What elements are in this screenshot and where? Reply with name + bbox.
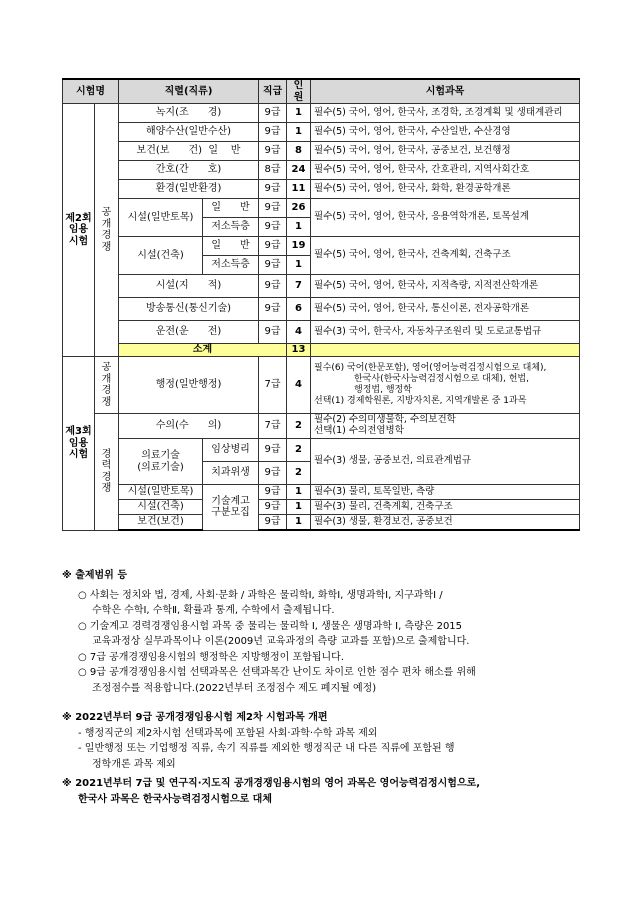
table-row: 제2회 임용 시험 공개 경쟁 녹지(조 경) 9급 1 필수(5) 국어, 영어, 한국사, 조경학, 조경계획 및 생태계관리 xyxy=(63,104,580,123)
table-row: 저소득층 9급 1 xyxy=(63,218,580,237)
table-row: 의료기술 (의료기술) 임상병리 9급 2 필수(3) 생물, 공중보건, 의료관계법규 xyxy=(63,439,580,462)
table-row: 보건(보 건) 일 반 9급 8 필수(5) 국어, 영어, 한국사, 공중보건, 보건행정 xyxy=(63,142,580,161)
header-job: 직렬(직류) xyxy=(119,79,259,104)
table-row: 시설(일반토목) 일 반 9급 26 필수(5) 국어, 영어, 한국사, 응용역학개론, 토목설계 xyxy=(63,199,580,218)
table-row: 시설(건축) 일 반 9급 19 필수(5) 국어, 영어, 한국사, 건축계획, 건축구조 xyxy=(63,237,580,256)
table-row: 저소득층 9급 1 xyxy=(63,256,580,275)
exam3-name: 제3회 임용 시험 xyxy=(63,357,95,531)
table-row: 경력 경쟁 수의(수 의) 7급 2 필수(2) 수의미생물학, 수의보건학 선택(1) 수의전염병학 xyxy=(63,414,580,439)
table-row: 시설(일반토목) 기술계고 구분모집 9급 1 필수(3) 물리, 토목일반, 측량 xyxy=(63,485,580,500)
table-row: 운전(운 전) 9급 4 필수(3) 국어, 한국사, 자동차구조원리 및 도로교통법규 xyxy=(63,321,580,344)
english-note: ※ 2021년부터 7급 및 연구직·지도직 공개경쟁임용시험의 영어 과목은 영어능력검정시험으로, xyxy=(62,778,481,789)
header-count: 인원 xyxy=(287,79,311,104)
header-grade: 직급 xyxy=(259,79,287,104)
subtotal-row: 소계 13 xyxy=(63,344,580,357)
table-row: 치과위생 9급 2 xyxy=(63,462,580,485)
table-row: 해양수산(일반수산) 9급 1 필수(5) 국어, 영어, 한국사, 수산일반, 수산경영 xyxy=(63,123,580,142)
notes-section: ※ 출제범위 등 ○ 사회는 정치와 법, 경제, 사회·문화 / 과학은 물리학Ⅰ, 화학Ⅰ, 생명과학Ⅰ, 지구과학Ⅰ / 수학은 수학Ⅰ, 수학Ⅱ, 확률과 통계, 수학에서 출제됩니다. ○ 기술계고 경력경쟁임용시험 과목 중 물리는 물리학 Ⅰ, 생물은 생명과학 Ⅰ, 측량은 2015 교육과정상 실무과목이나 이론(2009년 교육과정의 측량 교과를 포함)으로 출제합니다. ○ 7급 공개경쟁임용시험의 행정학은 지방행정이 포함됩니다. ○ 9급 공개경쟁임용시험 선택과목은 선택과목간 난이도 차이로 인한 점수 편차 해소를 위해 조정점수를 적용합니다.(2022년부터 조정점수 제도 폐지될 예정) ※ 2022년부터 9급 공개경쟁임용시험 제2차 시험과목 개편 - 행정직군의 제2차시험 선택과목에 포함된 사회·과학·수학 과목 제외 - 일반행정 또는 기업행정 직류, 속기 직류를 제외한 행정직군 내 다른 직류에 포함된 행 정학개론 과목 제외 ※ 2021년부터 7급 및 연구직·지도직 공개경쟁임용시험의 영어 과목은 영어능력검정시험으로, 한국사 과목은 한국사능력검정시험으로 대체 xyxy=(62,568,592,807)
table-header-row xyxy=(63,79,580,104)
reform-title: ※ 2022년부터 9급 공개경쟁임용시험 제2차 시험과목 개편 xyxy=(62,712,328,723)
exam2-open: 공개 경쟁 xyxy=(95,104,119,357)
exam-subject-table xyxy=(62,78,580,531)
table-row: 환경(일반환경) 9급 11 필수(5) 국어, 영어, 한국사, 화학, 환경공학개론 xyxy=(63,180,580,199)
table-row: 제3회 임용 시험 공개 경쟁 행정(일반행정) 7급 4 필수(6) 국어(한문포함), 영어(영어능력검정시험으로 대체), 한국사(한국사능력검정시험으로 대체), 헌법, 행정법, 행정학 선택(1) 경제학원론, 지방자치론, 지역개발론 중 1과목 xyxy=(63,357,580,414)
header-subjects: 시험과목 xyxy=(311,79,580,104)
table-row: 보건(보건) 9급 1 필수(3) 생물, 환경보건, 공중보건 xyxy=(63,515,580,531)
table-row: 시설(건축) 9급 1 필수(3) 물리, 건축계획, 건축구조 xyxy=(63,500,580,515)
header-exam: 시험명 xyxy=(63,79,119,104)
scope-title: ※ 출제범위 등 xyxy=(62,570,127,581)
table-row: 시설(지 적) 9급 7 필수(5) 국어, 영어, 한국사, 지적측량, 지적전산학개론 xyxy=(63,275,580,298)
table-row: 간호(간 호) 8급 24 필수(5) 국어, 영어, 한국사, 간호관리, 지역사회간호 xyxy=(63,161,580,180)
exam2-name: 제2회 임용 시험 xyxy=(63,104,95,357)
table-row: 방송통신(통신기술) 9급 6 필수(5) 국어, 영어, 한국사, 통신이론, 전자공학개론 xyxy=(63,298,580,321)
